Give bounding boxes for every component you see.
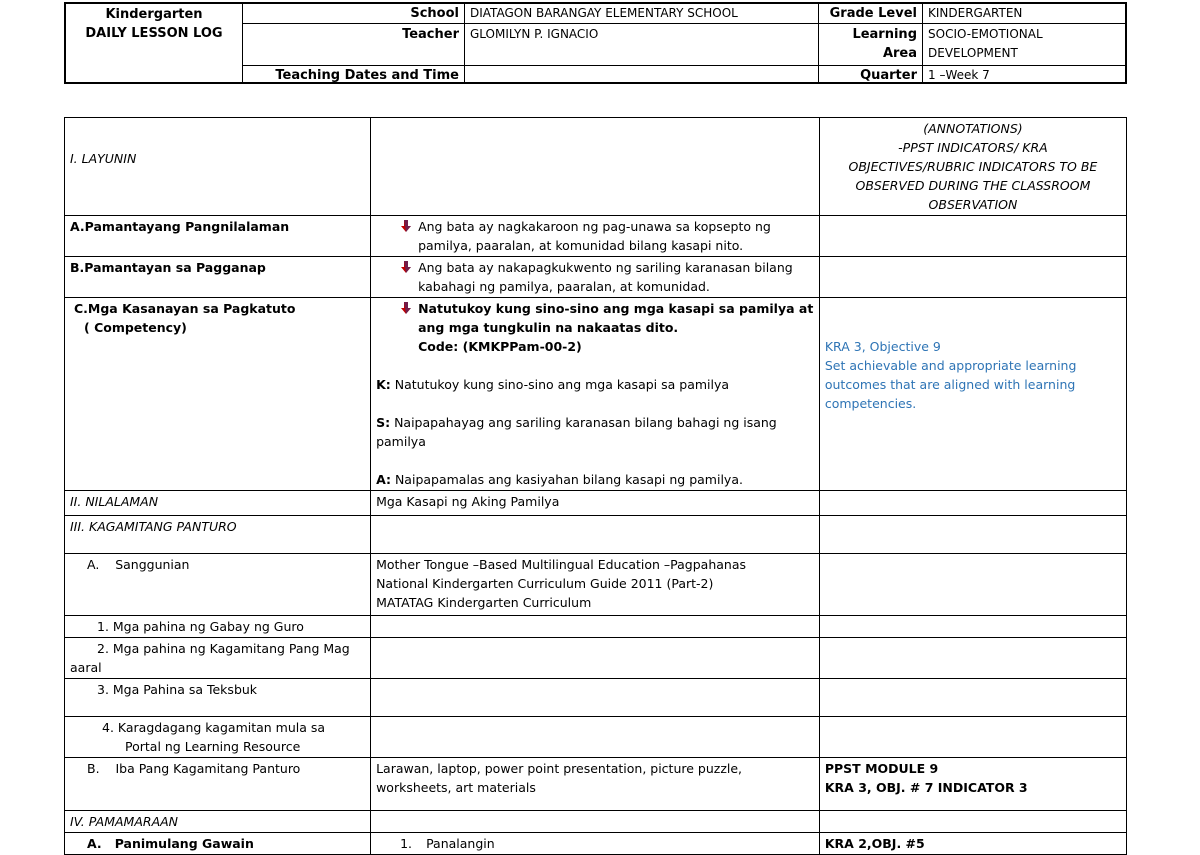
layunin-label: I. LAYUNIN [65, 118, 371, 216]
ppst-module-cell [819, 758, 1126, 811]
kra-line4: competencies. [824, 396, 917, 411]
kra-objective-cell [819, 298, 1126, 491]
panimula-label: A. Panimulang Gawain [65, 833, 371, 855]
pamamaraan-label: IV. PAMAMARAAN [65, 811, 371, 833]
kagamitang-label [65, 638, 371, 679]
iba-label: B. Iba Pang Kagamitang Panturo [65, 758, 371, 811]
kra2-cell: KRA 2,OBJ. #5 [819, 833, 1126, 855]
annotations-line5: OBSERVATION [928, 197, 1018, 212]
competency-code: Code: (KMKPPam-00-2) [418, 339, 582, 354]
header-title-dll: DAILY LESSON LOG [85, 26, 223, 41]
row-kasanayan [65, 298, 1127, 491]
ppst-line2: KRA 3, OBJ. # 7 INDICATOR 3 [824, 780, 1028, 795]
learning-area-label: Learning Area [852, 27, 917, 61]
row-pamantayan-pagganap [65, 257, 1127, 298]
karagdagang-line1: 4. Karagdagang kagamitan mula sa [102, 720, 326, 735]
list-item [400, 834, 814, 853]
annotations-line4: OBSERVED DURING THE CLASSROOM [855, 178, 1091, 193]
header-title [66, 5, 242, 43]
objective-s [376, 413, 814, 432]
sanggunian-line2: National Kindergarten Curriculum Guide 2011 (Part-2) [376, 576, 714, 591]
iba-line2: worksheets, art materials [376, 780, 536, 795]
bullet-item [400, 258, 814, 296]
bullet-item [400, 217, 814, 255]
pagganap-text-line2: kabahagi ng pamilya, paaralan, at komunidad. [418, 279, 710, 294]
row-layunin [65, 118, 1127, 216]
iba-value [371, 758, 820, 811]
annotations-header [819, 118, 1126, 216]
k-label: K: [376, 377, 391, 392]
pagganap-text-line1: Ang bata ay nakapagkukwento ng sariling karanasan bilang [418, 260, 793, 275]
row-gabay [65, 616, 1127, 638]
arrow-bullet-icon [400, 217, 418, 236]
kra-line1: KRA 3, Objective 9 [824, 339, 941, 354]
competency-item [400, 299, 814, 356]
row-teksbuk [65, 679, 1127, 717]
row-pamantayang-pangnilalaman [65, 216, 1127, 257]
s-label: S: [376, 415, 391, 430]
header-title-kindergarten: Kindergarten [105, 7, 203, 22]
kasanayan-label-line2: ( Competency) [84, 320, 187, 335]
teacher-value: GLOMILYN P. IGNACIO [470, 27, 599, 41]
kasanayan-label [65, 298, 371, 491]
competency-line1: Natutukoy kung sino-sino ang mga kasapi sa pamilya at [418, 301, 814, 316]
nilalaman-label: II. NILALAMAN [65, 491, 371, 516]
pagganap-label: B.Pamantayan sa Pagganap [65, 257, 371, 298]
panalangin-text: Panalangin [426, 836, 495, 851]
row-iba-pang-kagamitan [65, 758, 1127, 811]
school-label: School [410, 6, 459, 21]
objective-k [376, 375, 814, 394]
sanggunian-label: A. Sanggunian [65, 554, 371, 616]
learning-area-value-line2: DEVELOPMENT [928, 46, 1018, 60]
arrow-bullet-icon [400, 299, 418, 318]
annotations-line1: (ANNOTATIONS) [923, 121, 1023, 136]
header-grid [64, 2, 1127, 84]
learning-area-value [928, 25, 1043, 63]
kra-line2: Set achievable and appropriate learning [824, 358, 1077, 373]
row-sanggunian [65, 554, 1127, 616]
row-nilalaman [65, 491, 1127, 516]
s-text-line1: Naipapahayag ang sariling karanasan bilang bahagi ng isang [390, 415, 777, 430]
teksbuk-label: 3. Mga Pahina sa Teksbuk [65, 679, 371, 717]
annotations-line3: OBJECTIVES/RUBRIC INDICATORS TO BE [848, 159, 1098, 174]
row-kagamitang-pang-mag-aaral [65, 638, 1127, 679]
school-value: DIATAGON BARANGAY ELEMENTARY SCHOOL [470, 6, 738, 20]
grade-level-value: KINDERGARTEN [928, 6, 1023, 20]
quarter-label: Quarter [860, 68, 917, 83]
kra-line3: outcomes that are aligned with learning [824, 377, 1076, 392]
ppst-line1: PPST MODULE 9 [824, 761, 939, 776]
teaching-dates-label: Teaching Dates and Time [275, 68, 459, 83]
teacher-label: Teacher [402, 27, 459, 42]
grade-level-label: Grade Level [829, 6, 917, 21]
pamantayang-text-line2: pamilya, paaralan, at komunidad bilang kasapi nito. [418, 238, 744, 253]
karagdagang-line2: Portal ng Learning Resource [125, 739, 301, 754]
iba-line1: Larawan, laptop, power point presentation, picture puzzle, [376, 761, 743, 776]
sanggunian-value [371, 554, 820, 616]
karagdagang-label [65, 717, 371, 758]
learning-area-value-line1: SOCIO-EMOTIONAL [928, 27, 1043, 41]
kagamitan-label: III. KAGAMITANG PANTURO [65, 516, 371, 554]
a-label: A: [376, 472, 391, 487]
kasanayan-label-line1: C.Mga Kasanayan sa Pagkatuto [74, 301, 296, 316]
arrow-bullet-icon [400, 258, 418, 277]
annotations-line2: -PPST INDICATORS/ KRA [898, 140, 1048, 155]
pamantayang-text-line1: Ang bata ay nagkakaroon ng pag-unawa sa kopsepto ng [418, 219, 771, 234]
gabay-label: 1. Mga pahina ng Gabay ng Guro [65, 616, 371, 638]
s-text-line2: pamilya [376, 434, 426, 449]
kagamitang-label-line2: aaral [70, 660, 102, 675]
nilalaman-value: Mga Kasapi ng Aking Pamilya [371, 491, 820, 516]
lesson-log-table [64, 117, 1127, 855]
row-karagdagang [65, 717, 1127, 758]
row-kagamitan [65, 516, 1127, 554]
list-number: 1. [400, 836, 413, 851]
k-text: Natutukoy kung sino-sino ang mga kasapi sa pamilya [390, 377, 730, 392]
pamantayang-label: A.Pamantayang Pangnilalaman [65, 216, 371, 257]
competency-line2: ang mga tungkulin na nakaatas dito. [418, 320, 679, 335]
row-panimulang-gawain [65, 833, 1127, 855]
row-pamamaraan [65, 811, 1127, 833]
sanggunian-line1: Mother Tongue –Based Multilingual Education –Pagpahanas [376, 557, 747, 572]
a-text: Naipapamalas ang kasiyahan bilang kasapi ng pamilya. [390, 472, 743, 487]
objective-a [376, 470, 814, 489]
kagamitang-label-line1: 2. Mga pahina ng Kagamitang Pang Mag [97, 641, 350, 656]
quarter-value: 1 –Week 7 [928, 68, 990, 82]
sanggunian-line3: MATATAG Kindergarten Curriculum [376, 595, 592, 610]
